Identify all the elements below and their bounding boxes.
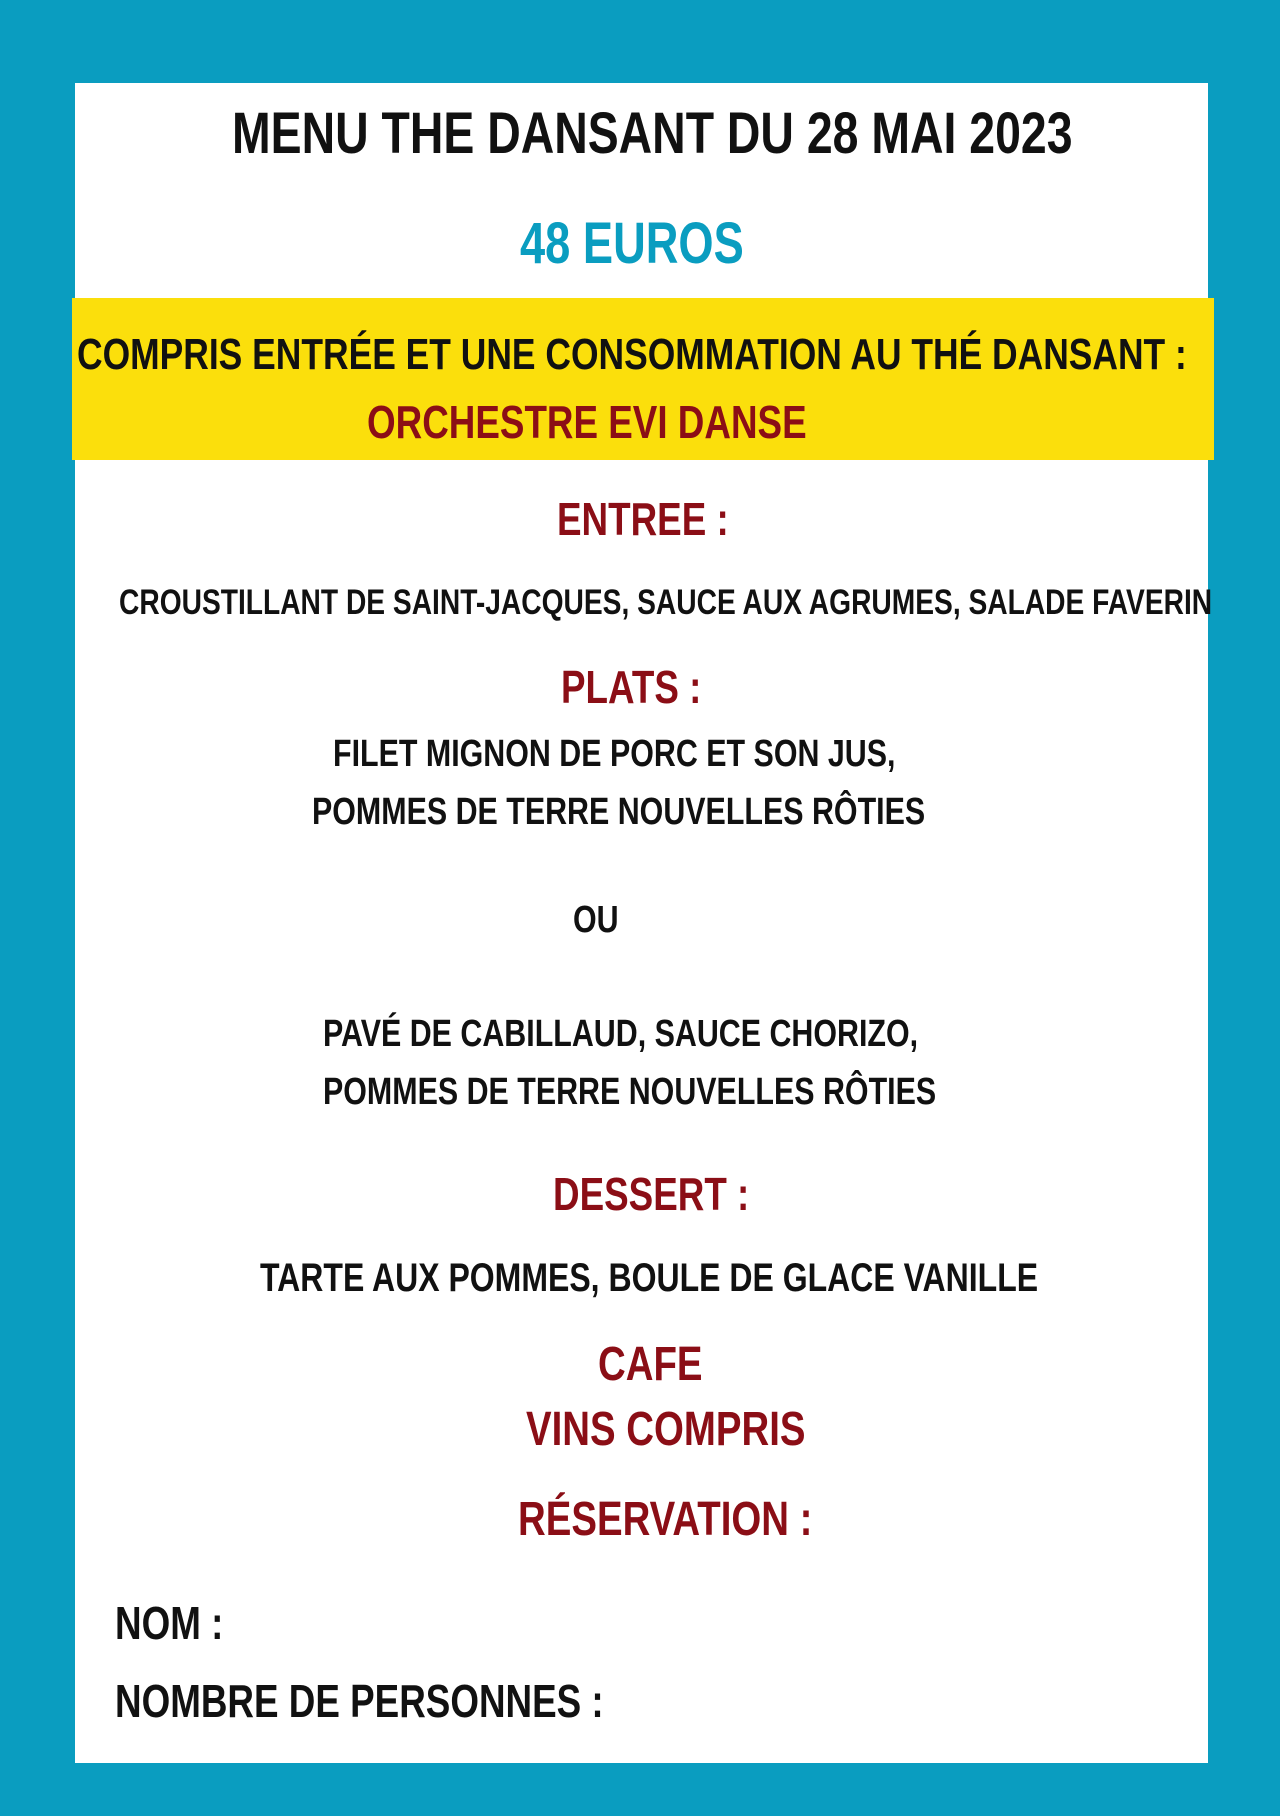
dessert-dish: TARTE AUX POMMES, BOULE DE GLACE VANILLE [260, 1256, 1039, 1300]
plat-option-2-line-1: PAVÉ DE CABILLAUD, SAUCE CHORIZO, [323, 1013, 919, 1055]
menu-price: 48 EUROS [520, 211, 744, 276]
name-label: NOM : [115, 1597, 224, 1649]
reservation-heading: RÉSERVATION : [518, 1493, 813, 1546]
entree-heading: ENTREE : [557, 493, 729, 545]
banner-included-text: COMPRIS ENTRÉE ET UNE CONSOMMATION AU THÉ DANSANT : [77, 330, 1187, 379]
vins-text: VINS COMPRIS [526, 1403, 806, 1456]
dessert-heading: DESSERT : [553, 1168, 750, 1220]
plat-option-2-line-2: POMMES DE TERRE NOUVELLES RÔTIES [323, 1071, 937, 1113]
banner-orchestra-text: ORCHESTRE EVI DANSE [367, 396, 807, 448]
plat-separator: OU [573, 899, 619, 941]
plats-heading: PLATS : [561, 661, 702, 713]
menu-title: MENU THE DANSANT DU 28 MAI 2023 [232, 101, 1073, 166]
people-count-label: NOMBRE DE PERSONNES : [115, 1675, 604, 1727]
cafe-text: CAFE [598, 1338, 703, 1391]
plat-option-1-line-1: FILET MIGNON DE PORC ET SON JUS, [333, 733, 896, 775]
entree-dish: CROUSTILLANT DE SAINT-JACQUES, SAUCE AUX AGRUMES, SALADE FAVERIN [119, 583, 1213, 622]
plat-option-1-line-2: POMMES DE TERRE NOUVELLES RÔTIES [312, 791, 926, 833]
